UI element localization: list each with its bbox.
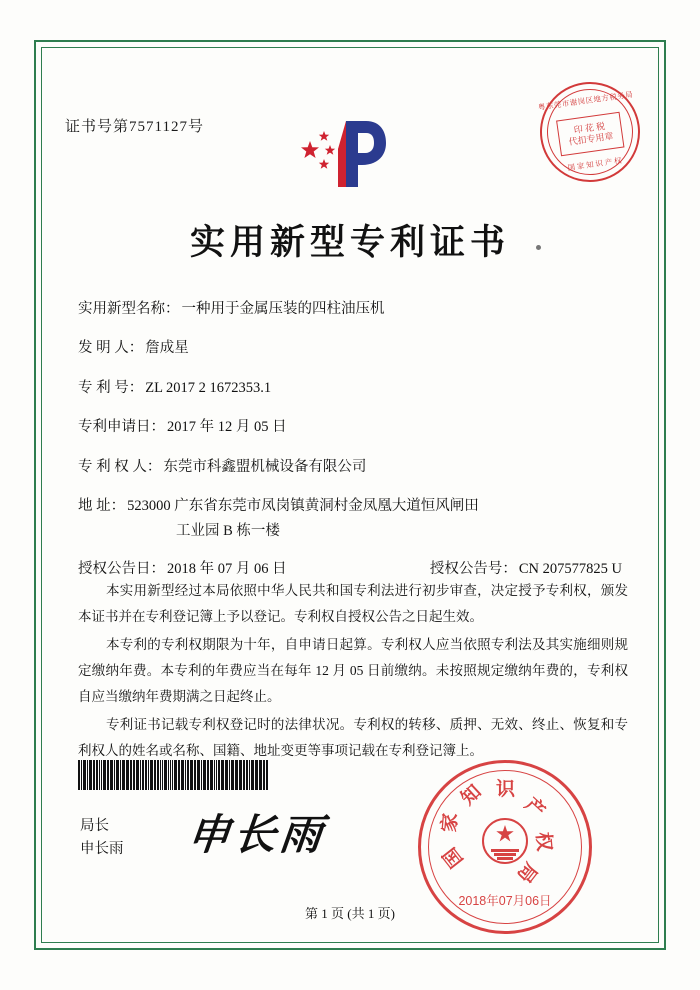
publication-date-value: 2018 年 07 月 06 日 bbox=[167, 561, 287, 578]
seal-arc-bottom-text: 国 家 知 识 产 权 bbox=[566, 155, 623, 173]
corner-ornament-bottom-right bbox=[638, 922, 666, 950]
seal-char: 知 bbox=[457, 781, 486, 810]
field-label: 实用新型名称： bbox=[78, 301, 180, 317]
field-label: 发 明 人： bbox=[78, 340, 144, 357]
field-value-line2: 工业园 B 栋一楼 bbox=[176, 522, 280, 539]
director-name: 申长雨 bbox=[80, 841, 124, 858]
field-label: 专 利 权 人： bbox=[78, 458, 162, 475]
seal-line-2: 代扣专用章 bbox=[567, 130, 614, 148]
tax-stamp-seal bbox=[534, 76, 647, 189]
field-label: 地 址： bbox=[78, 498, 126, 515]
title-ornament-dot bbox=[536, 245, 541, 250]
field-value: 东莞市科鑫盟机械设备有限公司 bbox=[163, 458, 367, 475]
seal-char: 产 bbox=[520, 794, 549, 823]
corner-ornament-bottom-left bbox=[34, 922, 62, 950]
field-label: 专 利 号： bbox=[78, 379, 144, 396]
field-value: 詹成星 bbox=[145, 340, 189, 357]
page-footer: 第 1 页 (共 1 页) bbox=[305, 906, 395, 921]
corner-ornament-top-left bbox=[34, 40, 62, 68]
field-invention-name bbox=[78, 298, 630, 320]
seal-char: 国 bbox=[439, 843, 468, 872]
seal-char: 局 bbox=[512, 858, 541, 887]
seal-char: 识 bbox=[496, 779, 516, 800]
patent-office-logo-icon bbox=[288, 115, 408, 190]
handwritten-signature: 申长雨 bbox=[185, 810, 329, 859]
seal-line-1: 印 花 税 bbox=[573, 120, 606, 135]
field-label: 专利申请日： bbox=[78, 419, 165, 436]
certificate-content bbox=[60, 60, 640, 930]
field-value: 523000 广东省东莞市凤岗镇黄洞村金凤凰大道恒风闸田 bbox=[127, 498, 479, 515]
seal-arc-top-text: 粤东莞市谢岗区地方税务局 bbox=[537, 89, 634, 112]
paragraph-1: 本实用新型经过本局依照中华人民共和国专利法进行初步审查，决定授予专利权，颁发本证书并在专利登记簿上予以登记。专利权自授权公告之日起生效。 bbox=[78, 583, 628, 625]
field-patentee bbox=[78, 456, 630, 478]
page-title: 实用新型专利证书 bbox=[189, 222, 510, 263]
publication-number-value: CN 207577825 U bbox=[518, 561, 622, 578]
field-patent-number bbox=[78, 377, 630, 399]
paragraph-3: 专利证书记载专利权登记时的法律状况。专利权的转移、质押、无效、终止、恢复和专利权人的姓名或名称、国籍、地址变更等事项记载在专利登记簿上。 bbox=[78, 716, 628, 758]
field-inventor bbox=[78, 337, 630, 359]
field-value: 一种用于金属压装的四柱油压机 bbox=[181, 301, 385, 317]
barcode bbox=[78, 760, 274, 790]
seal-date: 2018年07月06日 bbox=[458, 894, 552, 908]
certificate-number: 证书号第7571127号 bbox=[65, 119, 204, 135]
field-address bbox=[78, 495, 630, 542]
corner-ornament-top-right bbox=[638, 40, 666, 68]
signature-labels bbox=[80, 815, 124, 861]
legal-text-block bbox=[78, 578, 628, 765]
publication-number-label: 授权公告号： bbox=[429, 561, 517, 578]
publication-date-label: 授权公告日： bbox=[78, 561, 165, 578]
field-list bbox=[78, 298, 630, 598]
field-application-date bbox=[78, 416, 630, 438]
director-title: 局长 bbox=[80, 818, 109, 834]
seal-char: 权 bbox=[531, 831, 555, 853]
seal-char: 家 bbox=[439, 812, 462, 834]
field-value: ZL 2017 2 1672353.1 bbox=[145, 379, 272, 396]
field-value: 2017 年 12 月 05 日 bbox=[167, 419, 287, 436]
paragraph-2: 本专利的专利权期限为十年，自申请日起算。专利权人应当依照专利法及其实施细则规定缴纳年费。本专利的年费应当在每年 12 月 05 日前缴纳。未按照规定缴纳年费的，专利权自应当缴纳年费期满之日起终止。 bbox=[78, 636, 628, 705]
